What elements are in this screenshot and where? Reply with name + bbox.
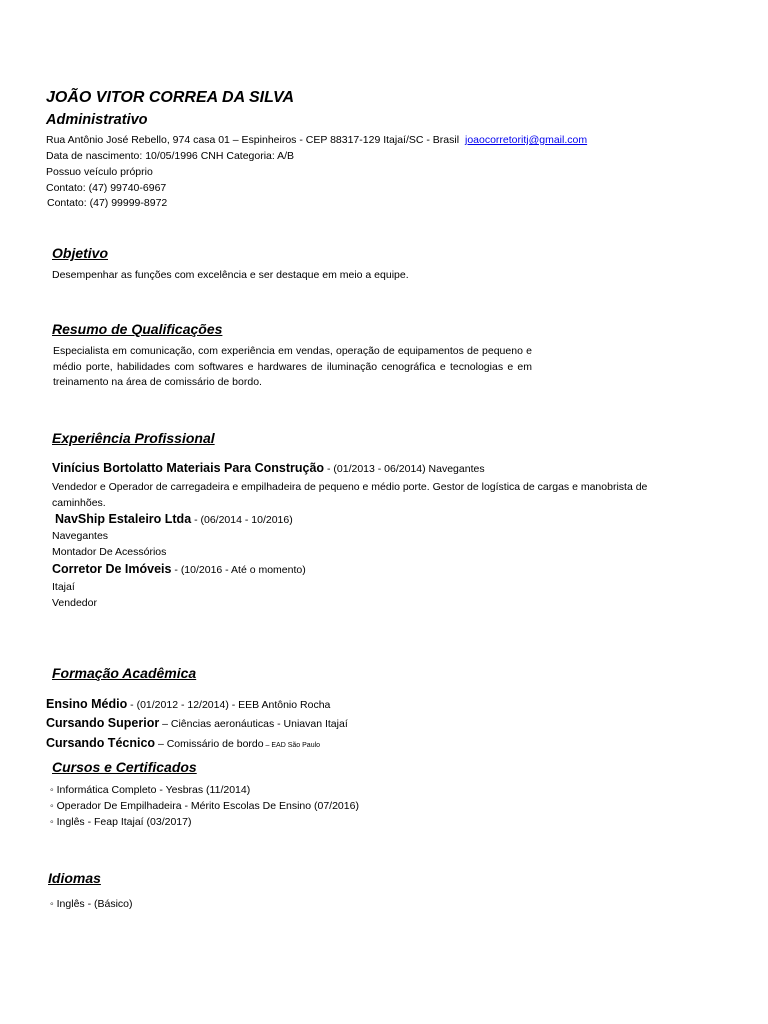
edu-2 <box>46 716 348 730</box>
edu-1-detail: - (01/2012 - 12/2014) - EEB Antônio Rocha <box>127 699 331 711</box>
job-1-heading <box>52 461 485 475</box>
address-line <box>46 133 587 149</box>
section-title-idiomas: Idiomas <box>48 870 101 886</box>
edu-3 <box>46 736 320 750</box>
contact-1: Contato: (47) 99740-6967 <box>46 182 167 194</box>
section-title-cursos: Cursos e Certificados <box>52 759 197 775</box>
contact-2: Contato: (47) 99999-8972 <box>47 197 168 209</box>
curso-item: ◦ Informática Completo - Yesbras (11/2014) <box>50 784 251 796</box>
edu-1-label: Ensino Médio <box>46 697 128 711</box>
job-2-role: Montador De Acessórios <box>52 546 167 558</box>
job-3-location: Itajaí <box>52 581 75 593</box>
job-3-dates: - (10/2016 - Até o momento) <box>171 564 306 576</box>
vehicle-info: Possuo veículo próprio <box>46 166 153 178</box>
section-title-objetivo: Objetivo <box>52 245 109 261</box>
section-title-resumo: Resumo de Qualificações <box>52 321 223 337</box>
birth-info: Data de nascimento: 10/05/1996 CNH Categoria: A/B <box>46 150 295 162</box>
objetivo-text: Desempenhar as funções com excelência e ser destaque em meio a equipe. <box>52 269 409 281</box>
candidate-role: Administrativo <box>46 112 148 128</box>
curso-item: ◦ Inglês - Feap Itajaí (03/2017) <box>50 816 192 828</box>
job-2-dates: - (06/2014 - 10/2016) <box>191 514 293 526</box>
job-3-role: Vendedor <box>52 597 97 609</box>
candidate-name: JOÃO VITOR CORREA DA SILVA <box>46 89 295 106</box>
idioma-item: ◦ Inglês - (Básico) <box>50 898 133 910</box>
edu-3-label: Cursando Técnico <box>46 736 156 750</box>
edu-2-detail: – Ciências aeronáuticas - Uniavan Itajaí <box>159 718 348 730</box>
job-1-dates: - (01/2013 - 06/2014) Navegantes <box>324 463 485 475</box>
edu-1 <box>46 697 330 711</box>
address-text: Rua Antônio José Rebello, 974 casa 01 – Espinheiros - CEP 88317-129 Itajaí/SC - Brasil <box>46 134 460 146</box>
resumo-text: Especialista em comunicação, com experiência em vendas, operação de equipamentos de pequeno e médio porte, habilidades com softwares e hardwares de iluminação cenográfica e tecnologias e em treinamento na área de comissário de bordo. <box>53 345 532 388</box>
section-title-experiencia: Experiência Profissional <box>52 430 215 446</box>
edu-3-detail: – Comissário de bordo <box>155 738 264 750</box>
job-2-company: NavShip Estaleiro Ltda <box>55 512 192 526</box>
curso-item: ◦ Operador De Empilhadeira - Mérito Escolas De Ensino (07/2016) <box>50 800 359 812</box>
job-1-company: Vinícius Bortolatto Materiais Para Construção <box>52 461 325 475</box>
edu-3-extra: – EAD São Paulo <box>263 742 321 749</box>
edu-2-label: Cursando Superior <box>46 716 160 730</box>
job-3-heading <box>52 562 306 576</box>
job-3-company: Corretor De Imóveis <box>52 562 172 576</box>
job-2-location: Navegantes <box>52 530 109 542</box>
job-1-desc: Vendedor e Operador de carregadeira e empilhadeira de pequeno e médio porte. Gestor de logística de cargas e manobrista de caminhões. <box>52 481 648 509</box>
email-link[interactable]: joaocorretoritj@gmail.com <box>464 134 588 146</box>
section-title-formacao: Formação Acadêmica <box>52 665 197 681</box>
job-2-heading <box>55 512 293 526</box>
